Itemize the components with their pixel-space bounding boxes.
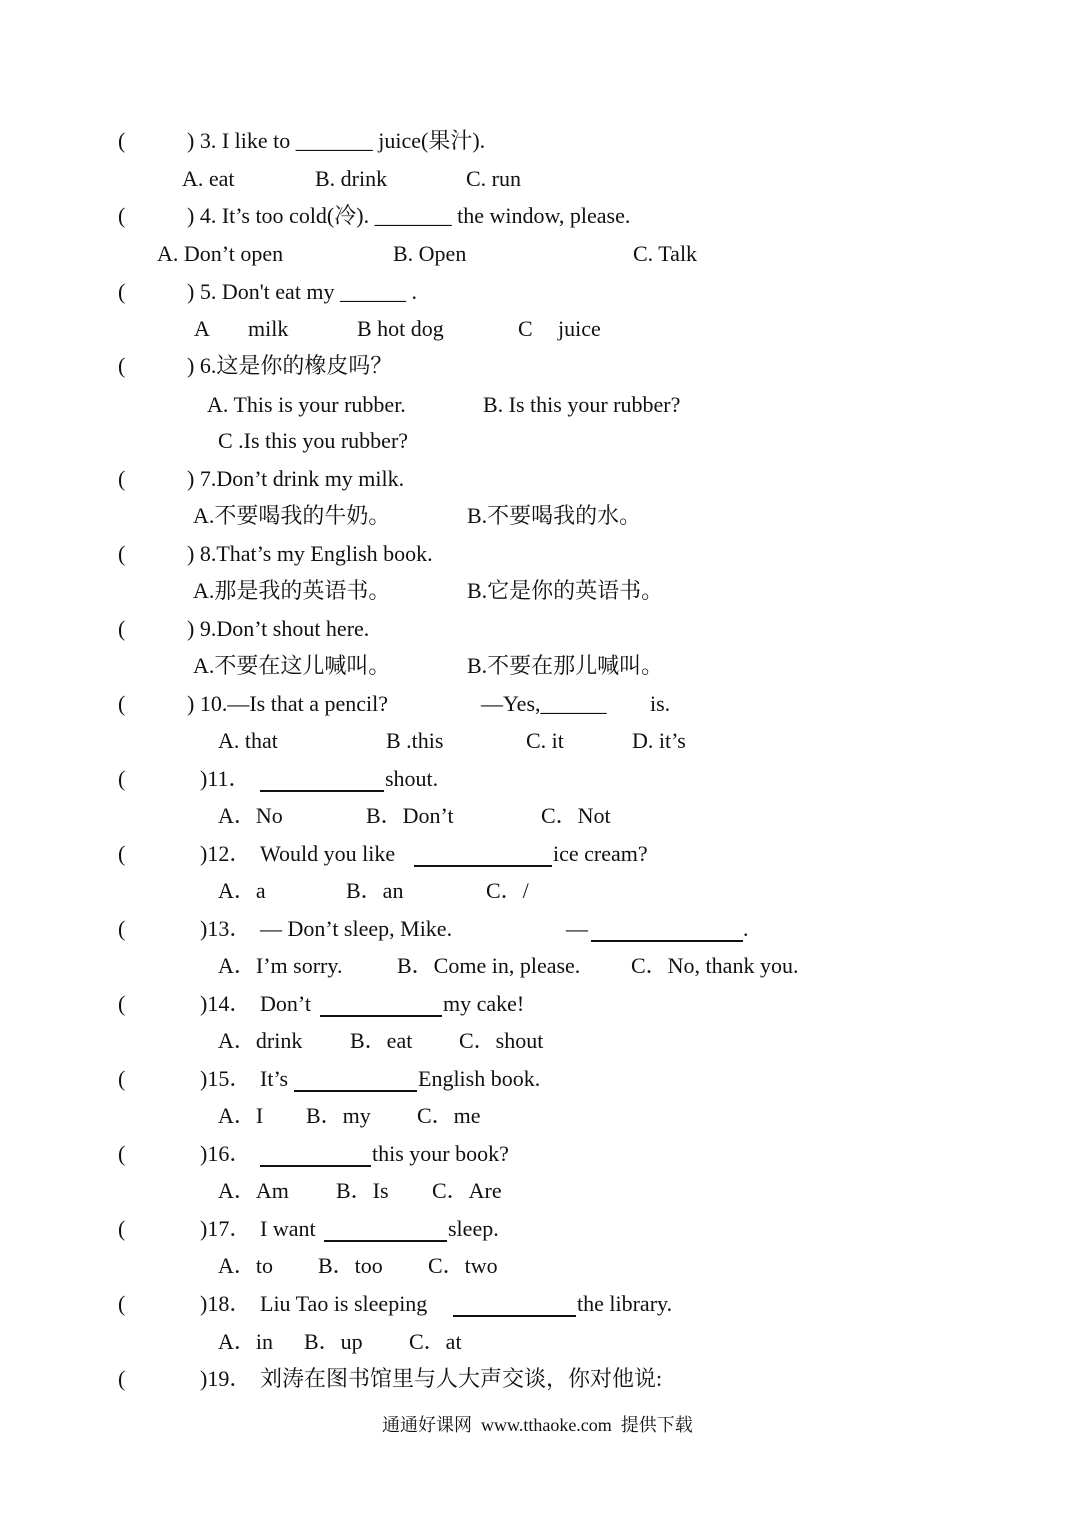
paren-open: ( xyxy=(118,353,126,378)
option: A．a xyxy=(218,878,266,903)
paren-open: ( xyxy=(118,128,126,153)
paren-open: ( xyxy=(118,1216,126,1241)
option: C. Talk xyxy=(633,241,698,266)
option: B. drink xyxy=(315,166,388,191)
option: C xyxy=(518,316,533,341)
option: A. Don’t open xyxy=(157,241,284,266)
question-stem: ) 5. Don't eat my ______ . xyxy=(187,279,418,304)
question-stem: the library. xyxy=(577,1291,673,1316)
question-stem: sleep. xyxy=(448,1216,499,1241)
answer-blank xyxy=(591,920,743,942)
option: B.不要在那儿喊叫。 xyxy=(467,653,664,678)
paren-open: ( xyxy=(118,279,126,304)
option: C．two xyxy=(428,1253,498,1278)
question-number: )11． xyxy=(200,766,251,791)
question-number: )17． xyxy=(200,1216,252,1241)
option: A．in xyxy=(218,1329,274,1354)
paren-open: ( xyxy=(118,916,126,941)
question-number: )13． xyxy=(200,916,252,941)
option: A.不要在这儿喊叫。 xyxy=(193,653,391,678)
answer-blank xyxy=(320,995,442,1017)
answer-blank xyxy=(324,1220,447,1242)
question-stem: English book. xyxy=(418,1066,541,1091)
question-stem: ) 10.—Is that a pencil? xyxy=(187,691,388,716)
answer-blank xyxy=(414,845,552,867)
question-number: )15． xyxy=(200,1066,252,1091)
paren-open: ( xyxy=(118,1066,126,1091)
answer-blank xyxy=(294,1070,417,1092)
paren-open: ( xyxy=(118,841,126,866)
option: B．too xyxy=(318,1253,383,1278)
question-stem: Don’t xyxy=(260,991,311,1016)
question-stem: Liu Tao is sleeping xyxy=(260,1291,428,1316)
paren-open: ( xyxy=(118,203,126,228)
question-number: )19． xyxy=(200,1366,252,1391)
page-footer: 通通好课网 www.tthaoke.com 提供下载 xyxy=(382,1415,693,1435)
option: B．eat xyxy=(350,1028,413,1053)
option: juice xyxy=(558,316,601,341)
question-stem: ) 9.Don’t shout here. xyxy=(187,616,370,641)
question-stem: 刘涛在图书馆里与人大声交谈，你对他说: xyxy=(260,1366,663,1391)
paren-open: ( xyxy=(118,766,126,791)
paren-open: ( xyxy=(118,466,126,491)
question-stem: my cake! xyxy=(443,991,525,1016)
question-stem: ice cream? xyxy=(553,841,648,866)
question-stem: — Don’t sleep, Mike. xyxy=(260,916,453,941)
question-stem: Would you like xyxy=(260,841,396,866)
paren-open: ( xyxy=(118,991,126,1016)
option: C．No, thank you. xyxy=(631,953,799,978)
option: A.那是我的英语书。 xyxy=(193,578,391,603)
question-stem: — xyxy=(566,916,588,941)
option: B. Open xyxy=(393,241,467,266)
option: B．up xyxy=(304,1329,363,1354)
answer-blank xyxy=(260,770,384,792)
option: A．No xyxy=(218,803,283,828)
question-number: )18． xyxy=(200,1291,252,1316)
answer-blank xyxy=(453,1295,576,1317)
question-stem: ) 3. I like to _______ juice(果汁). xyxy=(187,128,486,153)
question-stem: ) 7.Don’t drink my milk. xyxy=(187,466,405,491)
option: B．Don’t xyxy=(366,803,454,828)
option: A．to xyxy=(218,1253,274,1278)
option: A. eat xyxy=(182,166,235,191)
answer-blank xyxy=(260,1145,371,1167)
option: C．Not xyxy=(541,803,611,828)
option: A．drink xyxy=(218,1028,303,1053)
option: A．I’m sorry. xyxy=(218,953,343,978)
option: A．I xyxy=(218,1103,264,1128)
question-stem: ) 8.That’s my English book. xyxy=(187,541,433,566)
option: C．/ xyxy=(486,878,529,903)
paren-open: ( xyxy=(118,691,126,716)
option: A.不要喝我的牛奶。 xyxy=(193,503,391,528)
option: A. that xyxy=(218,728,278,753)
paren-open: ( xyxy=(118,1141,126,1166)
paren-open: ( xyxy=(118,541,126,566)
option: A. This is your rubber. xyxy=(207,392,406,417)
question-stem: ) 4. It’s too cold(冷). _______ the window, please. xyxy=(187,203,631,228)
question-stem: I want xyxy=(260,1216,316,1241)
question-number: )12． xyxy=(200,841,252,866)
question-number: )14． xyxy=(200,991,252,1016)
option: B．Come in, please. xyxy=(397,953,581,978)
option: C .Is this you rubber? xyxy=(218,428,409,453)
question-stem: —Yes,______ xyxy=(481,691,607,716)
option: B.它是你的英语书。 xyxy=(467,578,664,603)
option: C. it xyxy=(526,728,564,753)
paren-open: ( xyxy=(118,616,126,641)
option: B. Is this your rubber? xyxy=(483,392,681,417)
option: milk xyxy=(248,316,289,341)
option: C. run xyxy=(466,166,521,191)
option: B .this xyxy=(386,728,444,753)
option: B．my xyxy=(306,1103,371,1128)
option: A xyxy=(194,316,210,341)
question-stem: is. xyxy=(650,691,671,716)
option: C．shout xyxy=(459,1028,544,1053)
option: C．Are xyxy=(432,1178,502,1203)
question-stem: shout. xyxy=(385,766,439,791)
option: B hot dog xyxy=(357,316,444,341)
option: B.不要喝我的水。 xyxy=(467,503,642,528)
option: B．Is xyxy=(336,1178,389,1203)
question-stem: . xyxy=(743,916,749,941)
paren-open: ( xyxy=(118,1366,126,1391)
option: C．me xyxy=(417,1103,481,1128)
paren-open: ( xyxy=(118,1291,126,1316)
option: B．an xyxy=(346,878,404,903)
question-number: )16． xyxy=(200,1141,252,1166)
option: D. it’s xyxy=(632,728,686,753)
question-stem: ) 6.这是你的橡皮吗？ xyxy=(187,353,393,378)
option: C．at xyxy=(409,1329,462,1354)
question-stem: this your book? xyxy=(372,1141,509,1166)
question-stem: It’s xyxy=(260,1066,289,1091)
option: A．Am xyxy=(218,1178,289,1203)
